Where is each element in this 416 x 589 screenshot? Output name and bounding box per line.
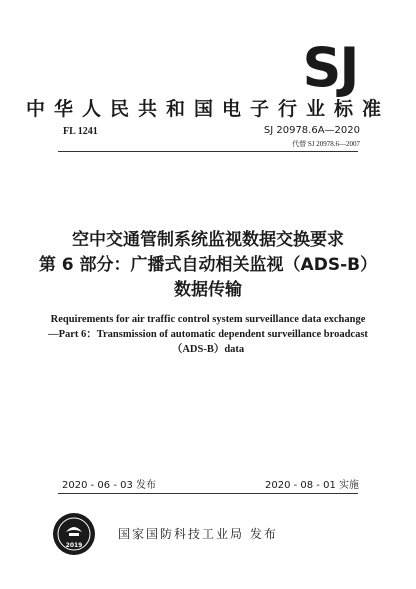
title-cn-line-3: 数据传输	[174, 280, 242, 300]
title-english	[0, 312, 416, 357]
replaces-note: 代替 SJ 20978.6—2007	[292, 140, 360, 148]
standard-category: 中华人民共和国电子行业标准	[25, 98, 390, 120]
title-en-line-2: —Part 6：Transmission of automatic dependent surveillance broadcast	[48, 329, 368, 340]
effective-date: 2020 - 08 - 01 实施	[264, 480, 359, 491]
issuing-authority: 国家国防科技工业局 发布	[118, 527, 278, 541]
header-rule	[58, 151, 358, 152]
seal-year: 2019	[65, 542, 83, 549]
title-en-line-1: Requirements for air traffic control system surveillance data exchange	[50, 314, 366, 325]
title-cn-line-1: 空中交通管制系统监视数据交换要求	[72, 230, 344, 250]
classification-code: FL 1241	[63, 126, 98, 137]
sj-logo: SJ	[302, 36, 358, 99]
title-en-line-3: （ADS-B）data	[171, 344, 245, 355]
issuer-seal-icon	[52, 512, 96, 556]
footer-rule	[58, 493, 358, 494]
standard-code: SJ 20978.6A—2020	[263, 125, 360, 136]
issue-date: 2020 - 06 - 03 发布	[62, 480, 157, 491]
title-chinese	[0, 228, 416, 303]
title-cn-line-2: 第 6 部分：广播式自动相关监视（ADS-B）	[38, 255, 378, 275]
